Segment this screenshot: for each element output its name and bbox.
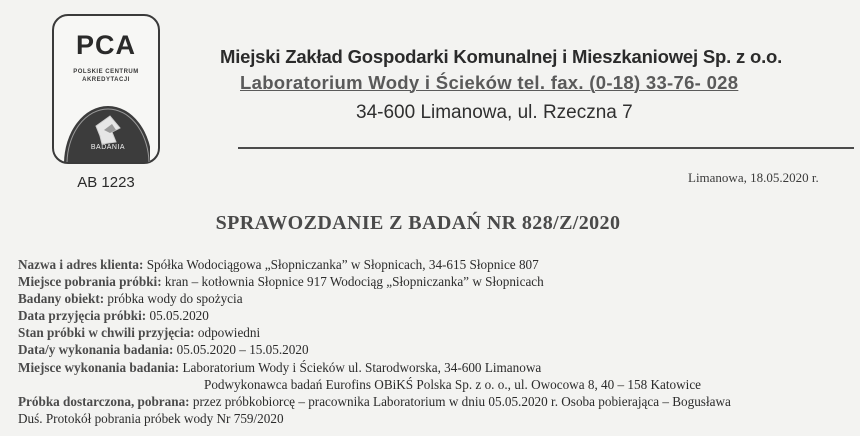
lab-contact-line: Laboratorium Wody i Ścieków tel. fax. (0-18) 33-76- 028 [240, 72, 739, 93]
logo-brand-full-line1: POLSKIE CENTRUM [73, 69, 139, 75]
field-value: przez próbkobiorcę – pracownika Laboratorium w dniu 05.05.2020 r. Osoba pobierająca – Bogusława [189, 393, 731, 409]
emblem-icon [62, 98, 150, 162]
field-label: Miejsce pobrania próbki: [18, 274, 162, 290]
company-name: Miejski Zakład Gospodarki Komunalnej i Mieszkaniowej Sp. z o.o. [220, 46, 783, 67]
accreditation-code: AB 1223 [77, 174, 135, 191]
field-value: Duś. Protokół pobrania próbek wody Nr 759/2020 [18, 410, 284, 426]
field-receipt-date [18, 307, 848, 324]
place-date: Limanowa, 18.05.2020 r. [688, 170, 819, 185]
field-object [18, 290, 848, 307]
field-sample-state [18, 324, 848, 341]
report-details [18, 256, 848, 427]
field-value: 05.05.2020 [146, 308, 209, 324]
field-test-place [18, 359, 848, 376]
field-delivery [18, 393, 848, 410]
field-value: odpowiedni [194, 325, 261, 341]
logo-brand-full-line2: AKREDYTACJI [82, 77, 130, 83]
field-test-dates [18, 341, 848, 358]
field-label: Badany obiekt: [18, 291, 105, 307]
logo-brand: PCA [75, 30, 136, 60]
field-label: Data/y wykonania badania: [18, 342, 174, 358]
field-label: Stan próbki w chwili przyjęcia: [18, 325, 195, 341]
logo-emblem [62, 98, 150, 162]
field-delivery-cont [18, 410, 848, 427]
field-value: 05.05.2020 – 15.05.2020 [173, 342, 309, 358]
field-label: Próbka dostarczona, pobrana: [18, 393, 190, 409]
header-divider [238, 147, 854, 149]
field-value: próbka wody do spożycia [104, 291, 243, 307]
company-address: 34-600 Limanowa, ul. Rzeczna 7 [356, 102, 633, 123]
report-title-text: SPRAWOZDANIE Z BADAŃ NR 828/Z/2020 [215, 212, 621, 234]
field-value: kran – kotłownia Słopnice 917 Wodociąg „Słopniczanka” w Słopnicach [161, 274, 544, 290]
field-value: Podwykonawca badań Eurofins OBiKŚ Polska Sp. z o. o., ul. Owocowa 8, 40 – 158 Katowice [204, 376, 702, 392]
report-title [0, 212, 860, 235]
field-value: Laboratorium Wody i Ścieków ul. Starodworska, 34-600 Limanowa [179, 359, 542, 375]
field-client [18, 256, 848, 273]
logo-badge-text: BADANIA [90, 144, 126, 151]
field-value: Spółka Wodociągowa „Słopniczanka” w Słopnicach, 34-615 Słopnice 807 [143, 257, 539, 272]
field-label: Miejsce wykonania badania: [18, 359, 180, 375]
field-label: Nazwa i adres klienta: [18, 257, 144, 272]
pca-logo [52, 14, 160, 164]
logo-brand-full [54, 68, 158, 84]
field-label: Data przyjęcia próbki: [18, 308, 147, 324]
field-subcontractor [18, 376, 848, 393]
field-sampling-place [18, 273, 848, 290]
